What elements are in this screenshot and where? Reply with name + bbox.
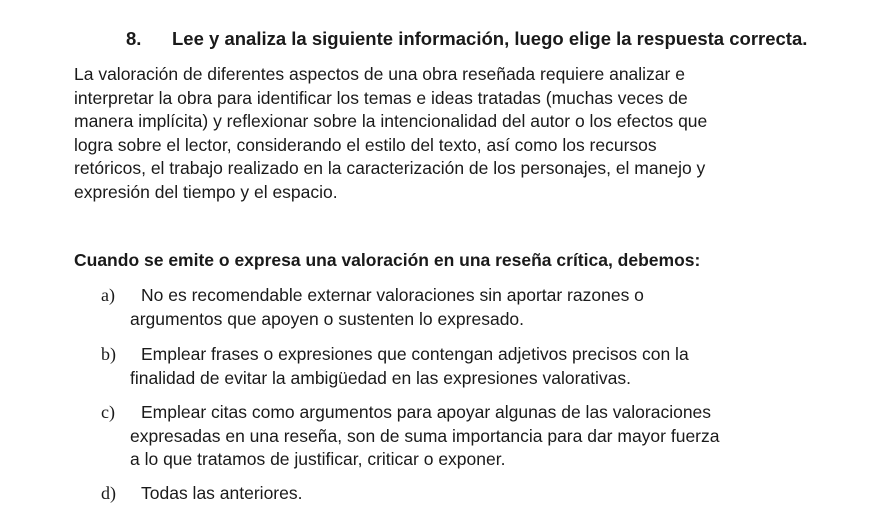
option-text: Emplear citas como argumentos para apoyar algunas de las valoraciones (141, 402, 712, 422)
option-c[interactable] (0, 401, 720, 472)
option-text: finalidad de evitar la ambigüedad en las expresiones valorativas. (130, 367, 631, 388)
intro-paragraph (74, 63, 794, 205)
intro-line: logra sobre el lector, considerando el estilo del texto, así como los recursos (74, 134, 657, 155)
option-letter: b) (101, 344, 116, 364)
option-text: Emplear frases o expresiones que contengan adjetivos precisos con la (141, 344, 689, 364)
question-prompt: Cuando se emite o expresa una valoración en una reseña crítica, debemos: (74, 250, 701, 270)
intro-line: expresión del tiempo y el espacio. (74, 181, 338, 202)
intro-line: La valoración de diferentes aspectos de una obra reseñada requiere analizar e (74, 64, 685, 84)
option-letter: a) (101, 285, 115, 305)
option-d[interactable] (0, 482, 302, 506)
option-b[interactable] (0, 343, 689, 390)
question-number: 8. (126, 28, 142, 49)
option-letter: d) (101, 483, 116, 503)
intro-line: retóricos, el trabajo realizado en la caracterización de los personajes, el manejo y (74, 158, 706, 179)
option-text: expresadas en una reseña, son de suma importancia para dar mayor fuerza (130, 425, 720, 446)
question-instruction: Lee y analiza la siguiente información, luego elige la respuesta correcta. (172, 28, 808, 49)
question-heading (126, 27, 807, 51)
option-a[interactable] (0, 284, 644, 331)
option-letter: c) (101, 402, 115, 422)
option-text: a lo que tratamos de justificar, criticar o exponer. (130, 449, 506, 469)
intro-line: interpretar la obra para identificar los temas e ideas tratadas (muchas veces de (74, 87, 688, 108)
intro-line: manera implícita) y reflexionar sobre la intencionalidad del autor o los efectos que (74, 111, 708, 132)
option-text: argumentos que apoyen o sustenten lo expresado. (130, 308, 525, 329)
option-text: Todas las anteriores. (141, 483, 303, 503)
option-text: No es recomendable externar valoraciones sin aportar razones o (141, 285, 644, 305)
